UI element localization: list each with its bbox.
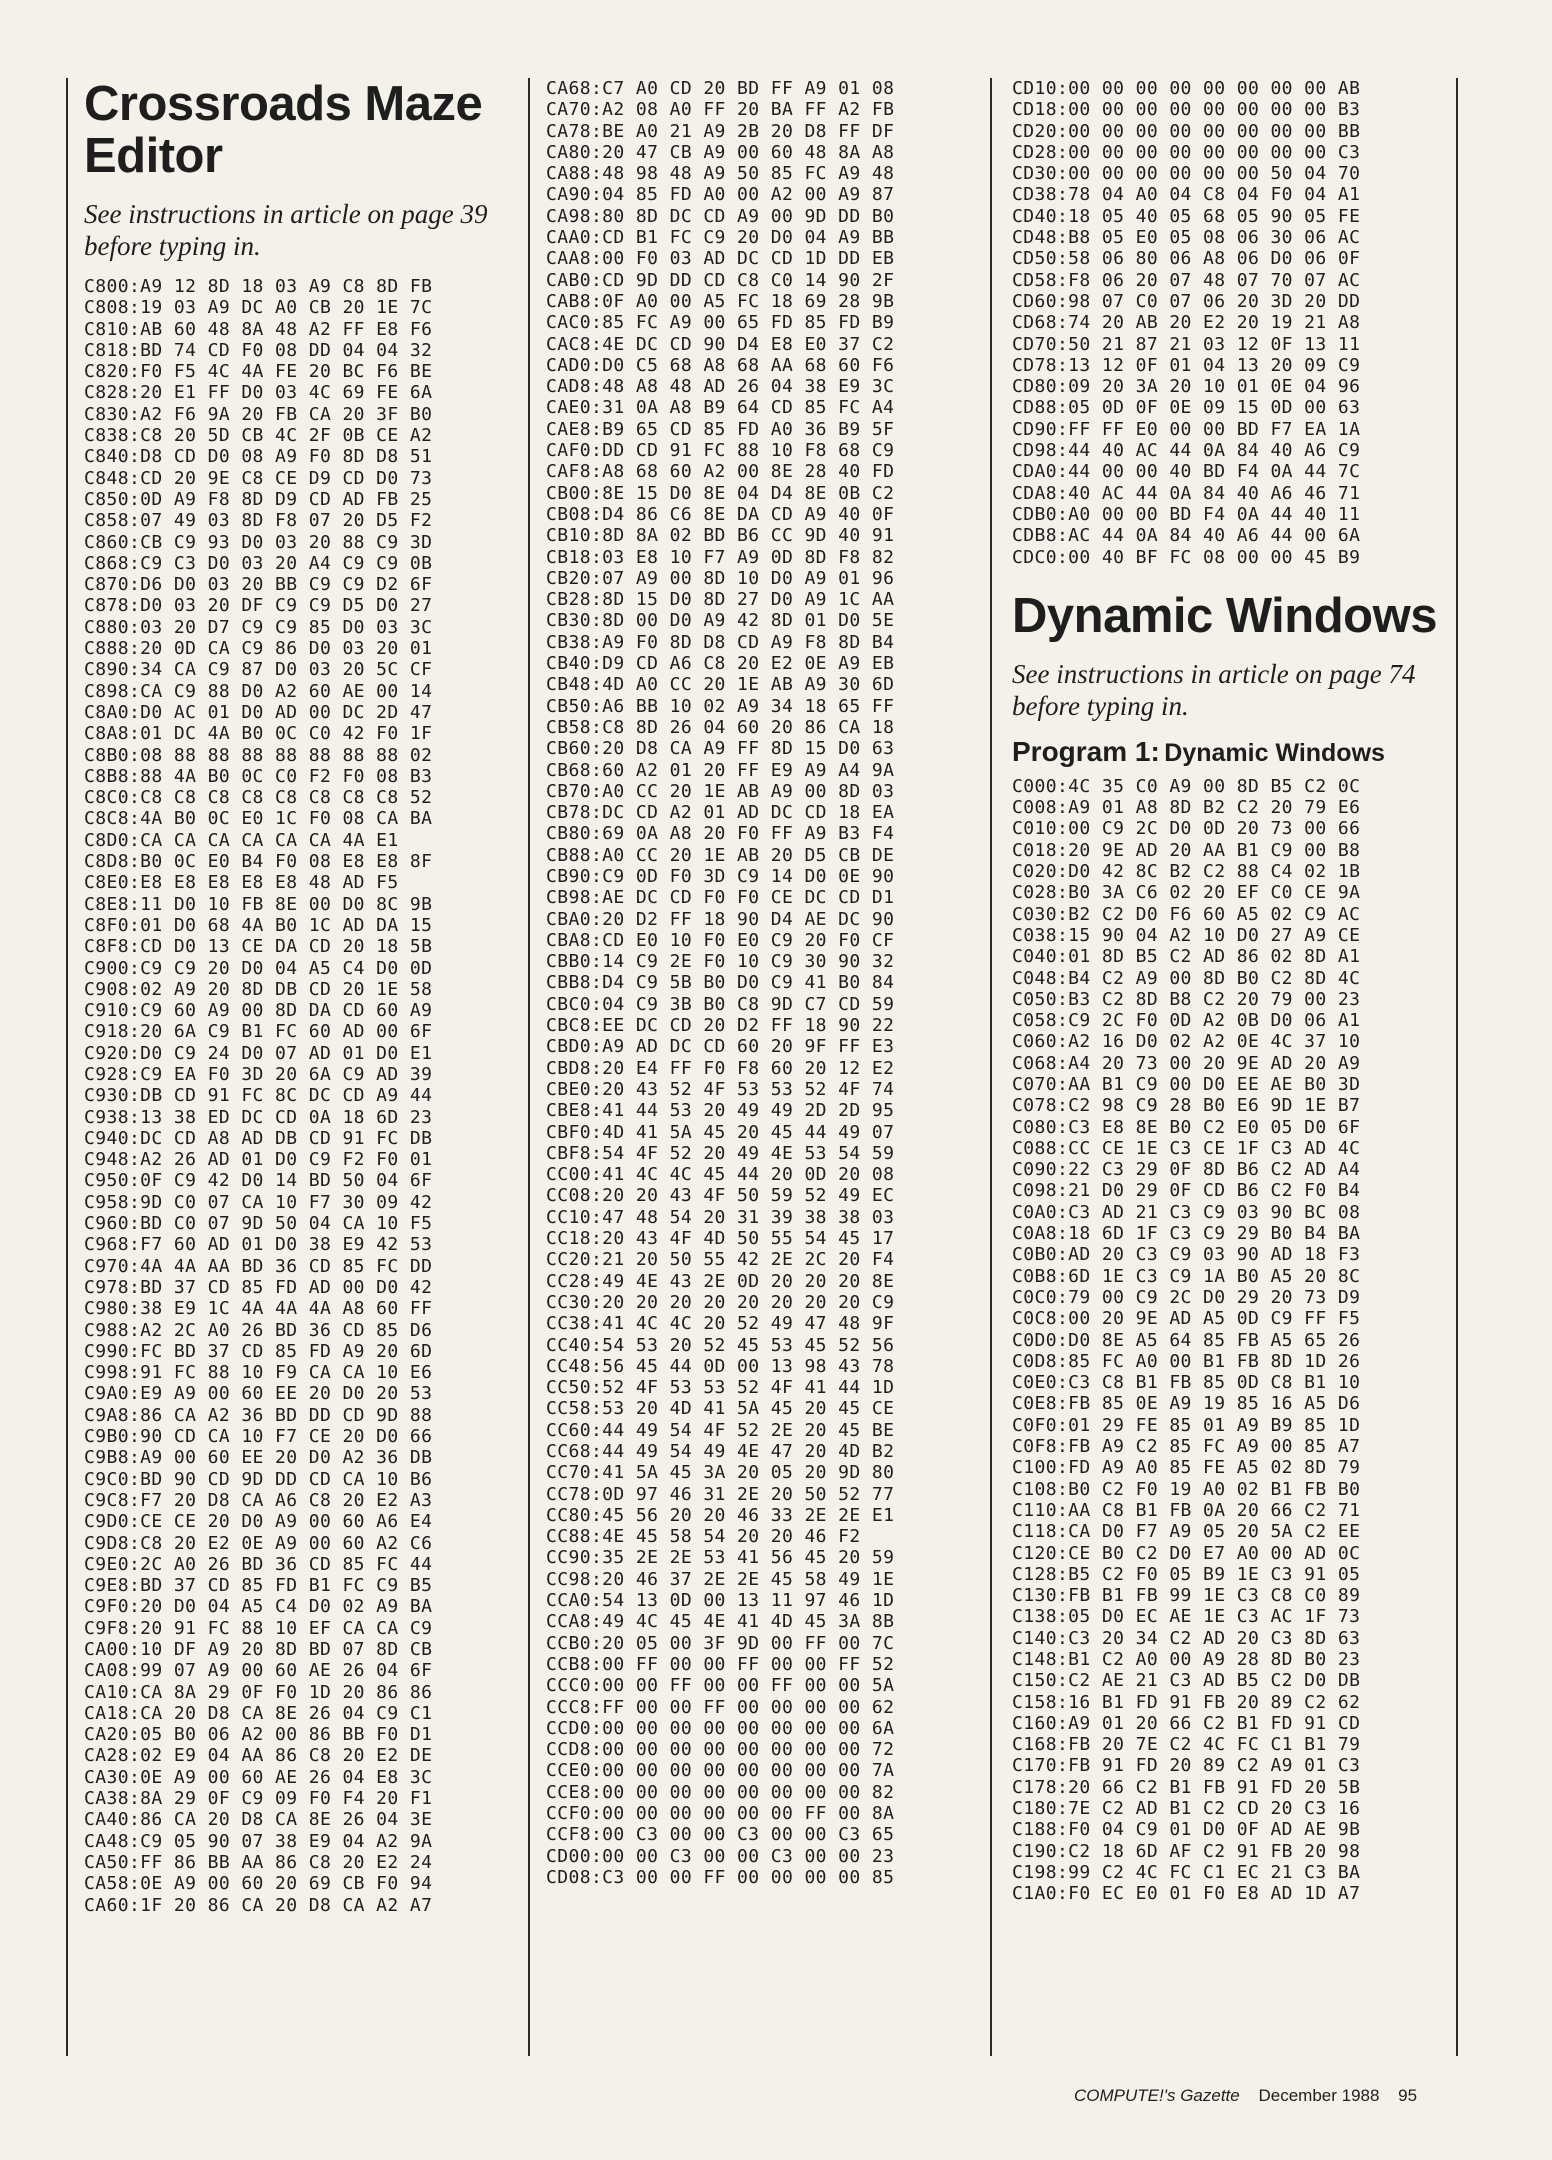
listing-line: CD20:00 00 00 00 00 00 00 00 BB (1012, 120, 1361, 142)
listing-line: C908:02 A9 20 8D DB CD 20 1E 58 (84, 978, 433, 1000)
listing-line: CB68:60 A2 01 20 FF E9 A9 A4 9A (546, 759, 895, 781)
listing-line: CDB8:AC 44 0A 84 40 A6 44 00 6A (1012, 525, 1361, 547)
listing-line: C070:AA B1 C9 00 D0 EE AE B0 3D (1012, 1073, 1361, 1095)
listing-line: CC80:45 56 20 20 46 33 2E 2E E1 (546, 1504, 895, 1526)
listing-line: C828:20 E1 FF D0 03 4C 69 FE 6A (84, 382, 433, 404)
listing-line: C898:CA C9 88 D0 A2 60 AE 00 14 (84, 680, 433, 702)
listing-line: CAD0:D0 C5 68 A8 68 AA 68 60 F6 (546, 354, 895, 376)
listing-line: CC68:44 49 54 49 4E 47 20 4D B2 (546, 1441, 895, 1462)
column-rule-1 (66, 78, 68, 2056)
listing-line: CD48:B8 05 E0 05 08 06 30 06 AC (1012, 227, 1361, 249)
listing-line: CCD8:00 00 00 00 00 00 00 00 72 (546, 1739, 895, 1761)
listing-line: CBC8:EE DC CD 20 D2 FF 18 90 22 (546, 1015, 895, 1037)
listing-line: CB10:8D 8A 02 BD B6 CC 9D 40 91 (546, 525, 895, 547)
listing-line: C1A0:F0 EC E0 01 F0 E8 AD 1D A7 (1012, 1883, 1361, 1905)
listing-line: C148:B1 C2 A0 00 A9 28 8D B0 23 (1012, 1649, 1361, 1670)
listing-line: C100:FD A9 A0 85 FE A5 02 8D 79 (1012, 1457, 1361, 1479)
listing-line: CD68:74 20 AB 20 E2 20 19 21 A8 (1012, 312, 1361, 334)
listing-line: CD50:58 06 80 06 A8 06 D0 06 0F (1012, 248, 1361, 270)
listing-line: CD38:78 04 A0 04 C8 04 F0 04 A1 (1012, 184, 1361, 206)
listing-line: C890:34 CA C9 87 D0 03 20 5C CF (84, 659, 433, 681)
listing-line: C8B8:88 4A B0 0C C0 F2 F0 08 B3 (84, 765, 433, 787)
page-footer (1074, 2086, 1484, 2106)
article-instructions-crossroads: See instructions in article on page 39 before typing in. (84, 199, 488, 261)
listing-column-2 (546, 78, 986, 1888)
listing-line: CB58:C8 8D 26 04 60 20 86 CA 18 (546, 716, 895, 738)
listing-line: C9A0:E9 A9 00 60 EE 20 D0 20 53 (84, 1383, 433, 1405)
listing-line: CA78:BE A0 21 A9 2B 20 D8 FF DF (546, 120, 895, 142)
listing-line: C0A8:18 6D 1F C3 C9 29 B0 B4 BA (1012, 1223, 1361, 1245)
listing-line: C920:D0 C9 24 D0 07 AD 01 D0 E1 (84, 1042, 433, 1064)
listing-line: CCF8:00 C3 00 00 C3 00 00 C3 65 (546, 1824, 895, 1846)
listing-line: CB80:69 0A A8 20 F0 FF A9 B3 F4 (546, 823, 895, 845)
listing-line: C8C0:C8 C8 C8 C8 C8 C8 C8 C8 52 (84, 787, 433, 809)
listing-line: C860:CB C9 93 D0 03 20 88 C9 3D (84, 531, 433, 553)
listing-line: CA38:8A 29 0F C9 09 F0 F4 20 F1 (84, 1788, 433, 1810)
listing-line: CBB8:D4 C9 5B B0 D0 C9 41 B0 84 (546, 972, 895, 994)
listing-line: C830:A2 F6 9A 20 FB CA 20 3F B0 (84, 403, 433, 425)
listing-line: C150:C2 AE 21 C3 AD B5 C2 D0 DB (1012, 1670, 1361, 1692)
listing-line: CBC0:04 C9 3B B0 C8 9D C7 CD 59 (546, 993, 895, 1015)
listing-line: CA60:1F 20 86 CA 20 D8 CA A2 A7 (84, 1894, 433, 1916)
listing-line: C010:00 C9 2C D0 0D 20 73 00 66 (1012, 818, 1361, 840)
listing-line: C858:07 49 03 8D F8 07 20 D5 F2 (84, 510, 433, 532)
listing-line: CC28:49 4E 43 2E 0D 20 20 20 8E (546, 1270, 895, 1292)
listing-line: CA90:04 85 FD A0 00 A2 00 A9 87 (546, 184, 895, 206)
listing-line: C140:C3 20 34 C2 AD 20 C3 8D 63 (1012, 1627, 1361, 1649)
program-name: Dynamic Windows (1164, 738, 1385, 767)
listing-line: CCF0:00 00 00 00 00 00 FF 00 8A (546, 1803, 895, 1825)
listing-line: C910:C9 60 A9 00 8D DA CD 60 A9 (84, 1000, 433, 1022)
listing-line: C050:B3 C2 8D B8 C2 20 79 00 23 (1012, 988, 1361, 1010)
listing-line: CD60:98 07 C0 07 06 20 3D 20 DD (1012, 290, 1361, 312)
listing-line: C950:0F C9 42 D0 14 BD 50 04 6F (84, 1170, 433, 1192)
listing-line: C990:FC BD 37 CD 85 FD A9 20 6D (84, 1340, 433, 1362)
listing-line: C130:FB B1 FB 99 1E C3 C8 C0 89 (1012, 1585, 1361, 1607)
listing-line: CB28:8D 15 D0 8D 27 D0 A9 1C AA (546, 589, 895, 611)
listing-line: CB38:A9 F0 8D D8 CD A9 F8 8D B4 (546, 631, 895, 653)
listing-line: CA58:0E A9 00 60 20 69 CB F0 94 (84, 1873, 433, 1895)
listing-line: CC58:53 20 4D 41 5A 45 20 45 CE (546, 1398, 895, 1420)
listing-line: C960:BD C0 07 9D 50 04 CA 10 F5 (84, 1213, 433, 1235)
listing-line: CAF8:A8 68 60 A2 00 8E 28 40 FD (546, 461, 895, 483)
listing-line: C0C8:00 20 9E AD A5 0D C9 FF F5 (1012, 1308, 1361, 1330)
listing-line: C028:B0 3A C6 02 20 EF C0 CE 9A (1012, 882, 1361, 904)
listing-line: CA30:0E A9 00 60 AE 26 04 E8 3C (84, 1766, 433, 1788)
listing-line: CDA8:40 AC 44 0A 84 40 A6 46 71 (1012, 482, 1361, 504)
listing-line: C9C8:F7 20 D8 CA A6 C8 20 E2 A3 (84, 1489, 433, 1511)
listing-line: C108:B0 C2 F0 19 A0 02 B1 FB B0 (1012, 1478, 1361, 1500)
listing-line: CB08:D4 86 C6 8E DA CD A9 40 0F (546, 503, 895, 525)
listing-line: CCE8:00 00 00 00 00 00 00 00 82 (546, 1781, 895, 1803)
listing-line: CB00:8E 15 D0 8E 04 D4 8E 0B C2 (546, 482, 895, 504)
listing-line: C988:A2 2C A0 26 BD 36 CD 85 D6 (84, 1319, 433, 1341)
listing-line: C0E8:FB 85 0E A9 19 85 16 A5 D6 (1012, 1393, 1361, 1415)
listing-line: C8E8:11 D0 10 FB 8E 00 D0 8C 9B (84, 893, 433, 915)
listing-line: C0D8:85 FC A0 00 B1 FB 8D 1D 26 (1012, 1350, 1361, 1372)
listing-line: C978:BD 37 CD 85 FD AD 00 D0 42 (84, 1276, 433, 1298)
listing-line: C8F0:01 D0 68 4A B0 1C AD DA 15 (84, 914, 433, 936)
listing-line: CCA0:54 13 0D 00 13 11 97 46 1D (546, 1590, 895, 1612)
listing-line: CAE0:31 0A A8 B9 64 CD 85 FC A4 (546, 397, 895, 419)
listing-line: C0E0:C3 C8 B1 FB 85 0D C8 B1 10 (1012, 1372, 1361, 1394)
listing-line: C818:BD 74 CD F0 08 DD 04 04 32 (84, 339, 433, 361)
listing-column-3-bottom (1012, 776, 1452, 1905)
listing-line: CA50:FF 86 BB AA 86 C8 20 E2 24 (84, 1851, 433, 1873)
listing-line: CD08:C3 00 00 FF 00 00 00 00 85 (546, 1866, 895, 1888)
listing-line: CAD8:48 A8 48 AD 26 04 38 E9 3C (546, 376, 895, 398)
listing-line: CD40:18 05 40 05 68 05 90 05 FE (1012, 205, 1361, 227)
listing-line: CA18:CA 20 D8 CA 8E 26 04 C9 C1 (84, 1702, 433, 1724)
listing-line: C0B0:AD 20 C3 C9 03 90 AD 18 F3 (1012, 1244, 1361, 1266)
listing-line: CB98:AE DC CD F0 F0 CE DC CD D1 (546, 887, 895, 909)
listing-line: CBE0:20 43 52 4F 53 53 52 4F 74 (546, 1078, 895, 1100)
listing-line: CD70:50 21 87 21 03 12 0F 13 11 (1012, 333, 1361, 355)
listing-line: CC50:52 4F 53 53 52 4F 41 44 1D (546, 1377, 895, 1399)
listing-line: C878:D0 03 20 DF C9 C9 D5 D0 27 (84, 595, 433, 617)
listing-line: CBF0:4D 41 5A 45 20 45 44 49 07 (546, 1121, 895, 1143)
listing-line: CA68:C7 A0 CD 20 BD FF A9 01 08 (546, 78, 895, 99)
listing-line: C0A0:C3 AD 21 C3 C9 03 90 BC 08 (1012, 1201, 1361, 1223)
listing-line: CC98:20 46 37 2E 2E 45 58 49 1E (546, 1568, 895, 1590)
listing-line: C018:20 9E AD 20 AA B1 C9 00 B8 (1012, 839, 1361, 861)
listing-line: C9B8:A9 00 60 EE 20 D0 A2 36 DB (84, 1447, 433, 1469)
listing-line: C848:CD 20 9E C8 CE D9 CD D0 73 (84, 467, 433, 489)
listing-line: C980:38 E9 1C 4A 4A 4A A8 60 FF (84, 1298, 433, 1320)
listing-line: C0D0:D0 8E A5 64 85 FB A5 65 26 (1012, 1329, 1361, 1351)
listing-line: CBA0:20 D2 FF 18 90 D4 AE DC 90 (546, 908, 895, 930)
listing-line: C020:D0 42 8C B2 C2 88 C4 02 1B (1012, 861, 1361, 883)
listing-line: CDB0:A0 00 00 BD F4 0A 44 40 11 (1012, 503, 1361, 525)
listing-line: CD88:05 0D 0F 0E 09 15 0D 00 63 (1012, 397, 1361, 419)
listing-line: CD00:00 00 C3 00 00 C3 00 00 23 (546, 1845, 895, 1867)
listing-line: CA48:C9 05 90 07 38 E9 04 A2 9A (84, 1830, 433, 1852)
listing-line: CBD0:A9 AD DC CD 60 20 9F FF E3 (546, 1036, 895, 1058)
listing-line: CC40:54 53 20 52 45 53 45 52 56 (546, 1334, 895, 1356)
listing-line: C938:13 38 ED DC CD 0A 18 6D 23 (84, 1106, 433, 1128)
listing-line: CC38:41 4C 4C 20 52 49 47 48 9F (546, 1313, 895, 1335)
listing-line: CAF0:DD CD 91 FC 88 10 F8 68 C9 (546, 440, 895, 462)
listing-line: C068:A4 20 73 00 20 9E AD 20 A9 (1012, 1052, 1361, 1074)
listing-line: C998:91 FC 88 10 F9 CA CA 10 E6 (84, 1362, 433, 1384)
listing-line: CB90:C9 0D F0 3D C9 14 D0 0E 90 (546, 865, 895, 887)
listing-line: CBD8:20 E4 FF F0 F8 60 20 12 E2 (546, 1057, 895, 1079)
listing-line: CB18:03 E8 10 F7 A9 0D 8D F8 82 (546, 546, 895, 568)
listing-line: C880:03 20 D7 C9 C9 85 D0 03 3C (84, 616, 433, 638)
listing-line: C9F8:20 91 FC 88 10 EF CA CA C9 (84, 1617, 433, 1639)
listing-line: CCB8:00 FF 00 00 FF 00 00 FF 52 (546, 1653, 895, 1675)
listing-line: CC20:21 20 50 55 42 2E 2C 20 F4 (546, 1249, 895, 1271)
listing-line: CAB0:CD 9D DD CD C8 C0 14 90 2F (546, 269, 895, 291)
listing-line: CA28:02 E9 04 AA 86 C8 20 E2 DE (84, 1745, 433, 1767)
listing-line: CC08:20 20 43 4F 50 59 52 49 EC (546, 1185, 895, 1207)
listing-line: C9A8:86 CA A2 36 BD DD CD 9D 88 (84, 1404, 433, 1426)
listing-line: CDC0:00 40 BF FC 08 00 00 45 B9 (1012, 546, 1361, 568)
listing-line: CA98:80 8D DC CD A9 00 9D DD B0 (546, 205, 895, 227)
listing-line: C090:22 C3 29 0F 8D B6 C2 AD A4 (1012, 1159, 1361, 1181)
listing-line: C038:15 90 04 A2 10 D0 27 A9 CE (1012, 924, 1361, 946)
footer-date: December 1988 (1258, 2086, 1380, 2105)
column-rule-2 (528, 78, 530, 2056)
listing-line: CC10:47 48 54 20 31 39 38 38 03 (546, 1206, 895, 1228)
listing-line: CAC8:4E DC CD 90 D4 E8 E0 37 C2 (546, 333, 895, 355)
listing-line: C838:C8 20 5D CB 4C 2F 0B CE A2 (84, 425, 433, 447)
listing-line: C948:A2 26 AD 01 D0 C9 F2 F0 01 (84, 1149, 433, 1171)
listing-line: C168:FB 20 7E C2 4C FC C1 B1 79 (1012, 1734, 1361, 1756)
listing-line: C968:F7 60 AD 01 D0 38 E9 42 53 (84, 1234, 433, 1256)
listing-line: CB70:A0 CC 20 1E AB A9 00 8D 03 (546, 780, 895, 802)
listing-line: CB20:07 A9 00 8D 10 D0 A9 01 96 (546, 567, 895, 589)
listing-line: C8D8:B0 0C E0 B4 F0 08 E8 E8 8F (84, 851, 433, 873)
listing-line: CA20:05 B0 06 A2 00 86 BB F0 D1 (84, 1724, 433, 1746)
listing-line: CB88:A0 CC 20 1E AB 20 D5 CB DE (546, 844, 895, 866)
listing-line: C170:FB 91 FD 20 89 C2 A9 01 C3 (1012, 1755, 1361, 1777)
footer-page-number: 95 (1398, 2086, 1418, 2105)
listing-line: C180:7E C2 AD B1 C2 CD 20 C3 16 (1012, 1798, 1361, 1820)
listing-line: C160:A9 01 20 66 C2 B1 FD 91 CD (1012, 1712, 1361, 1734)
listing-line: CC90:35 2E 2E 53 41 56 45 20 59 (546, 1547, 895, 1569)
listing-line: C900:C9 C9 20 D0 04 A5 C4 D0 0D (84, 957, 433, 979)
listing-line: CCC0:00 00 FF 00 00 FF 00 00 5A (546, 1675, 895, 1697)
listing-line: CCA8:49 4C 45 4E 41 4D 45 3A 8B (546, 1611, 895, 1633)
listing-line: CCB0:20 05 00 3F 9D 00 FF 00 7C (546, 1632, 895, 1654)
listing-line: C120:CE B0 C2 D0 E7 A0 00 AD 0C (1012, 1542, 1361, 1564)
listing-column-1 (84, 276, 524, 1916)
listing-line: CC48:56 45 44 0D 00 13 98 43 78 (546, 1355, 895, 1377)
listing-line: C128:B5 C2 F0 05 B9 1E C3 91 05 (1012, 1563, 1361, 1585)
listing-line: C178:20 66 C2 B1 FB 91 FD 20 5B (1012, 1776, 1361, 1798)
listing-line: C158:16 B1 FD 91 FB 20 89 C2 62 (1012, 1691, 1361, 1713)
listing-line: CBB0:14 C9 2E F0 10 C9 30 90 32 (546, 951, 895, 973)
listing-line: CB30:8D 00 D0 A9 42 8D 01 D0 5E (546, 610, 895, 632)
listing-line: C9B0:90 CD CA 10 F7 CE 20 D0 66 (84, 1426, 433, 1448)
listing-line: C8D0:CA CA CA CA CA CA 4A E1 (84, 829, 399, 851)
listing-line: C0B8:6D 1E C3 C9 1A B0 A5 20 8C (1012, 1265, 1361, 1287)
listing-line: C930:DB CD 91 FC 8C DC CD A9 44 (84, 1085, 433, 1107)
listing-line: C9E8:BD 37 CD 85 FD B1 FC C9 B5 (84, 1575, 433, 1597)
listing-line: C040:01 8D B5 C2 AD 86 02 8D A1 (1012, 946, 1361, 968)
listing-line: C030:B2 C2 D0 F6 60 A5 02 C9 AC (1012, 903, 1361, 925)
listing-line: C800:A9 12 8D 18 03 A9 C8 8D FB (84, 276, 433, 297)
listing-line: C098:21 D0 29 0F CD B6 C2 F0 B4 (1012, 1180, 1361, 1202)
listing-line: C958:9D C0 07 CA 10 F7 30 09 42 (84, 1191, 433, 1213)
listing-line: CC88:4E 45 58 54 20 20 46 F2 (546, 1526, 861, 1548)
listing-line: C840:D8 CD D0 08 A9 F0 8D D8 51 (84, 446, 433, 468)
column-rule-3 (990, 78, 992, 2056)
listing-line: CC30:20 20 20 20 20 20 20 20 C9 (546, 1291, 895, 1313)
listing-line: C110:AA C8 B1 FB 0A 20 66 C2 71 (1012, 1499, 1361, 1521)
listing-line: C8B0:08 88 88 88 88 88 88 88 02 (84, 744, 433, 766)
listing-line: C940:DC CD A8 AD DB CD 91 FC DB (84, 1127, 433, 1149)
article-title-crossroads: Crossroads Maze Editor (84, 77, 483, 183)
listing-line: C928:C9 EA F0 3D 20 6A C9 AD 39 (84, 1063, 433, 1085)
listing-line: CD58:F8 06 20 07 48 07 70 07 AC (1012, 269, 1361, 291)
listing-line: CD80:09 20 3A 20 10 01 0E 04 96 (1012, 376, 1361, 398)
listing-line: CD18:00 00 00 00 00 00 00 00 B3 (1012, 99, 1361, 121)
listing-line: C888:20 0D CA C9 86 D0 03 20 01 (84, 638, 433, 660)
listing-line: C078:C2 98 C9 28 B0 E6 9D 1E B7 (1012, 1095, 1361, 1117)
listing-line: CB48:4D A0 CC 20 1E AB A9 30 6D (546, 674, 895, 696)
listing-line: C8A8:01 DC 4A B0 0C C0 42 F0 1F (84, 723, 433, 745)
listing-line: C870:D6 D0 03 20 BB C9 C9 D2 6F (84, 574, 433, 596)
listing-line: C970:4A 4A AA BD 36 CD 85 FC DD (84, 1255, 433, 1277)
listing-line: CA88:48 98 48 A9 50 85 FC A9 48 (546, 163, 895, 185)
listing-line: C0F0:01 29 FE 85 01 A9 B9 85 1D (1012, 1414, 1361, 1436)
listing-line: CAA8:00 F0 03 AD DC CD 1D DD EB (546, 248, 895, 270)
listing-line: CC60:44 49 54 4F 52 2E 20 45 BE (546, 1419, 895, 1441)
listing-line: CB60:20 D8 CA A9 FF 8D 15 D0 63 (546, 738, 895, 760)
listing-line: CD30:00 00 00 00 00 00 50 04 70 (1012, 163, 1361, 185)
listing-line: CD90:FF FF E0 00 00 BD F7 EA 1A (1012, 418, 1361, 440)
listing-line: C9F0:20 D0 04 A5 C4 D0 02 A9 BA (84, 1596, 433, 1618)
listing-line: C9D8:C8 20 E2 0E A9 00 60 A2 C6 (84, 1532, 433, 1554)
listing-line: CAE8:B9 65 CD 85 FD A0 36 B9 5F (546, 418, 895, 440)
listing-line: C060:A2 16 D0 02 A2 0E 4C 37 10 (1012, 1031, 1361, 1053)
listing-line: CC70:41 5A 45 3A 20 05 20 9D 80 (546, 1462, 895, 1484)
program-heading (1012, 736, 1452, 768)
listing-line: CBE8:41 44 53 20 49 49 2D 2D 95 (546, 1100, 895, 1122)
program-label: Program 1: (1012, 735, 1160, 767)
listing-line: CA40:86 CA 20 D8 CA 8E 26 04 3E (84, 1809, 433, 1831)
listing-line: CC00:41 4C 4C 45 44 20 0D 20 08 (546, 1164, 895, 1186)
column-1 (84, 78, 524, 1916)
column-3 (1012, 78, 1452, 1905)
listing-line: C190:C2 18 6D AF C2 91 FB 20 98 (1012, 1840, 1361, 1862)
listing-line: C808:19 03 A9 DC A0 CB 20 1E 7C (84, 297, 433, 319)
listing-line: CAC0:85 FC A9 00 65 FD 85 FD B9 (546, 312, 895, 334)
footer-magazine: COMPUTE!'s Gazette (1074, 2086, 1240, 2105)
listing-line: CD28:00 00 00 00 00 00 00 00 C3 (1012, 141, 1361, 163)
listing-line: CAB8:0F A0 00 A5 FC 18 69 28 9B (546, 290, 895, 312)
article-instructions-dynamic-windows: See instructions in article on page 74 before typing in. (1012, 658, 1416, 721)
listing-line: C088:CC CE 1E C3 CE 1F C3 AD 4C (1012, 1137, 1361, 1159)
listing-line: C0C0:79 00 C9 2C D0 29 20 73 D9 (1012, 1286, 1361, 1308)
listing-line: CBF8:54 4F 52 20 49 4E 53 54 59 (546, 1142, 895, 1164)
listing-line: C8C8:4A B0 0C E0 1C F0 08 CA BA (84, 808, 433, 830)
article-title-dynamic-windows: Dynamic Windows (1012, 588, 1437, 643)
listing-line: C918:20 6A C9 B1 FC 60 AD 00 6F (84, 1021, 433, 1043)
listing-line: CD78:13 12 0F 01 04 13 20 09 C9 (1012, 354, 1361, 376)
listing-line: C080:C3 E8 8E B0 C2 E0 05 D0 6F (1012, 1116, 1361, 1138)
listing-line: C118:CA D0 F7 A9 05 20 5A C2 EE (1012, 1521, 1361, 1543)
listing-line: C9E0:2C A0 26 BD 36 CD 85 FC 44 (84, 1553, 433, 1575)
listing-line: CDA0:44 00 00 40 BD F4 0A 44 7C (1012, 461, 1361, 483)
listing-line: CCD0:00 00 00 00 00 00 00 00 6A (546, 1717, 895, 1739)
listing-line: CD98:44 40 AC 44 0A 84 40 A6 C9 (1012, 440, 1361, 462)
listing-line: C868:C9 C3 D0 03 20 A4 C9 C9 0B (84, 552, 433, 574)
listing-line: CA00:10 DF A9 20 8D BD 07 8D CB (84, 1639, 433, 1660)
listing-line: CA70:A2 08 A0 FF 20 BA FF A2 FB (546, 99, 895, 121)
listing-line: C048:B4 C2 A9 00 8D B0 C2 8D 4C (1012, 967, 1361, 989)
listing-line: CCE0:00 00 00 00 00 00 00 00 7A (546, 1760, 895, 1782)
listing-line: CBA8:CD E0 10 F0 E0 C9 20 F0 CF (546, 929, 895, 951)
listing-line: C188:F0 04 C9 01 D0 0F AD AE 9B (1012, 1819, 1361, 1841)
listing-line: CA10:CA 8A 29 0F F0 1D 20 86 86 (84, 1681, 433, 1703)
listing-column-3-top (1012, 78, 1452, 568)
listing-line: C008:A9 01 A8 8D B2 C2 20 79 E6 (1012, 797, 1361, 819)
listing-line: C850:0D A9 F8 8D D9 CD AD FB 25 (84, 488, 433, 510)
listing-line: C138:05 D0 EC AE 1E C3 AC 1F 73 (1012, 1606, 1361, 1628)
listing-line: CB78:DC CD A2 01 AD DC CD 18 EA (546, 802, 895, 824)
column-2 (546, 78, 986, 1888)
column-rule-4 (1456, 78, 1458, 2056)
listing-line: CB40:D9 CD A6 C8 20 E2 0E A9 EB (546, 653, 895, 675)
listing-line: C8E0:E8 E8 E8 E8 E8 48 AD F5 (84, 872, 399, 894)
listing-line: CC78:0D 97 46 31 2E 20 50 52 77 (546, 1483, 895, 1505)
listing-line: CD10:00 00 00 00 00 00 00 00 AB (1012, 78, 1361, 99)
listing-line: C058:C9 2C F0 0D A2 0B D0 06 A1 (1012, 1010, 1361, 1032)
listing-line: CA08:99 07 A9 00 60 AE 26 04 6F (84, 1660, 433, 1682)
listing-line: CC18:20 43 4F 4D 50 55 54 45 17 (546, 1228, 895, 1250)
listing-line: C9D0:CE CE 20 D0 A9 00 60 A6 E4 (84, 1511, 433, 1533)
listing-line: C8F8:CD D0 13 CE DA CD 20 18 5B (84, 936, 433, 958)
listing-line: CB50:A6 BB 10 02 A9 34 18 65 FF (546, 695, 895, 717)
listing-line: C810:AB 60 48 8A 48 A2 FF E8 F6 (84, 318, 433, 340)
listing-line: CCC8:FF 00 00 FF 00 00 00 00 62 (546, 1696, 895, 1718)
listing-line: C820:F0 F5 4C 4A FE 20 BC F6 BE (84, 361, 433, 383)
listing-line: CA80:20 47 CB A9 00 60 48 8A A8 (546, 141, 895, 163)
listing-line: C9C0:BD 90 CD 9D DD CD CA 10 B6 (84, 1468, 433, 1490)
listing-line: C198:99 C2 4C FC C1 EC 21 C3 BA (1012, 1861, 1361, 1883)
listing-line: C0F8:FB A9 C2 85 FC A9 00 85 A7 (1012, 1436, 1361, 1458)
listing-line: C8A0:D0 AC 01 D0 AD 00 DC 2D 47 (84, 701, 433, 723)
listing-line: CAA0:CD B1 FC C9 20 D0 04 A9 BB (546, 227, 895, 249)
listing-line: C000:4C 35 C0 A9 00 8D B5 C2 0C (1012, 775, 1361, 797)
